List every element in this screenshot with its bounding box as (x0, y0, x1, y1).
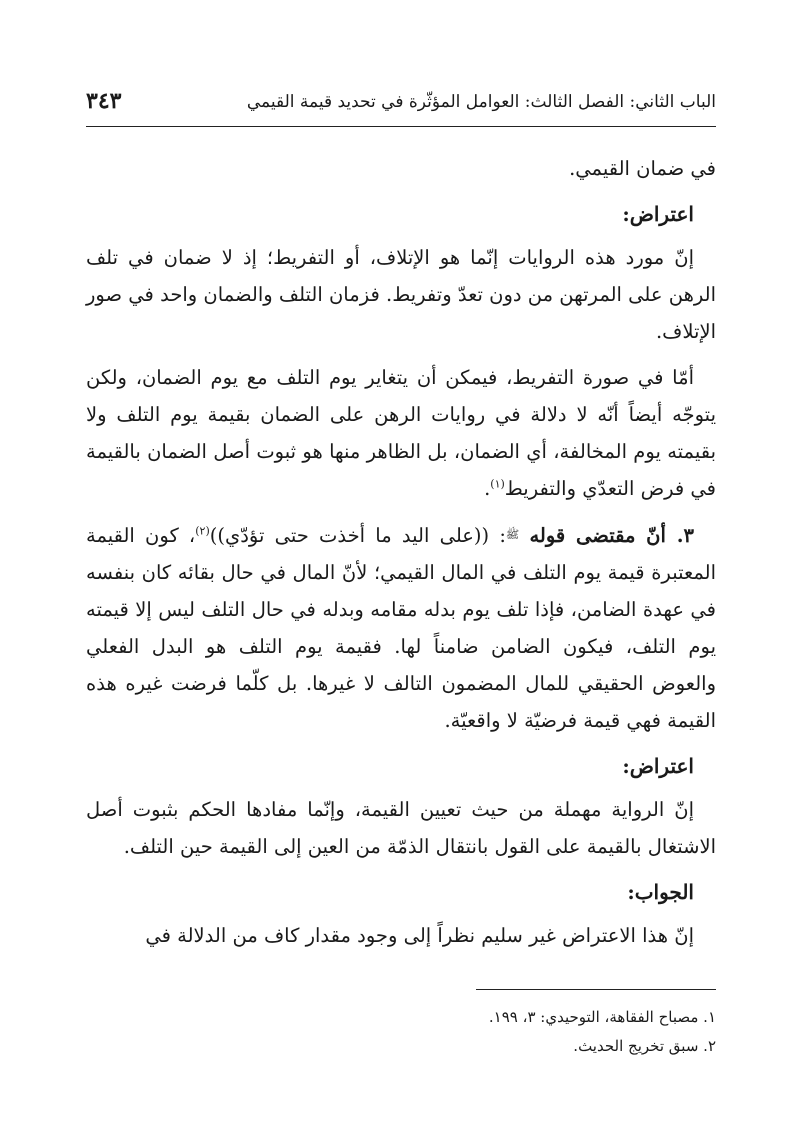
paragraph-objection-2: إنّ الرواية مهملة من حيث تعيين القيمة، وإنّما مفادها الحكم بثبوت أصل الاشتغال بالقيمة على القول بانتقال الذمّة من العين إلى القيمة حين التلف. (86, 798, 716, 858)
paragraph-answer: إنّ هذا الاعتراض غير سليم نظراً إلى وجود مقدار كاف من الدلالة في (145, 924, 694, 947)
footnote-1: ١. مصباح الفقاهة، التوحيدي: ٣، ١٩٩. (488, 1008, 716, 1026)
paragraph-continuation: في ضمان القيمي. (569, 157, 716, 180)
paragraph-negligence-end: . (484, 477, 491, 500)
heading-objection-2: اعتراض: (622, 754, 694, 778)
header-title: الباب الثاني: الفصل الثالث: العوامل المؤثّرة في تحديد قيمة القيمي (246, 92, 716, 112)
body-text (86, 150, 716, 963)
footnote-2: ٢. سبق تخريج الحديث. (573, 1037, 716, 1055)
point-3-quote: : ((على اليد ما أخذت حتى تؤدّي)) (209, 524, 506, 547)
heading-objection-1: اعتراض: (622, 202, 694, 226)
heading-answer: الجواب: (627, 880, 694, 904)
paragraph-negligence-text: أمّا في صورة التفريط، فيمكن أن يتغاير يوم التلف مع يوم الضمان، ولكن يتوجّه أيضاً أنّه لا دلالة في روايات الرهن على الضمان بقيمة يوم التلف ولا بقيمته يوم المخالفة، أي الضمان، بل الظاهر منها هو ثبوت أصل الضمان بالقيمة في فرض التعدّي والتفريط (86, 366, 716, 500)
footnote-divider (476, 989, 716, 990)
paragraph-negligence (86, 359, 716, 507)
footnote-ref-1[interactable]: (١) (490, 477, 505, 491)
honorific-glyph: ﷺ (505, 528, 520, 541)
page-number: ٣٤٣ (86, 88, 122, 114)
point-3-text: ، كون القيمة المعتبرة قيمة يوم التلف في المال القيمي؛ لأنّ المال في حال بقائه كان بنفسه في عهدة الضامن، فإذا تلف يوم بدله مقامه وبدله في حال التلف ليس إلا قيمته يوم التلف، فيكون الضامن ضامناً لها. فقيمة يوم التلف هو البدل الفعلي والعوض الحقيقي للمال المضمون التالف لا غيرها. بل كلّما فرضت غيره هذه القيمة فهي قيمة فرضيّة لا واقعيّة. (86, 524, 716, 732)
paragraph-objection-1: إنّ مورد هذه الروايات إنّما هو الإتلاف، أو التفريط؛ إذ لا ضمان في تلف الرهن على المرتهن من دون تعدّ وتفريط. فزمان التلف والضمان واحد في صور الإتلاف. (86, 246, 716, 343)
running-header (86, 86, 716, 127)
point-3-lead: ٣. أنّ مقتضى قوله (529, 524, 694, 547)
footnote-ref-2[interactable]: (٢) (195, 524, 210, 538)
paragraph-point-3 (86, 516, 716, 739)
footnotes (86, 1003, 716, 1061)
